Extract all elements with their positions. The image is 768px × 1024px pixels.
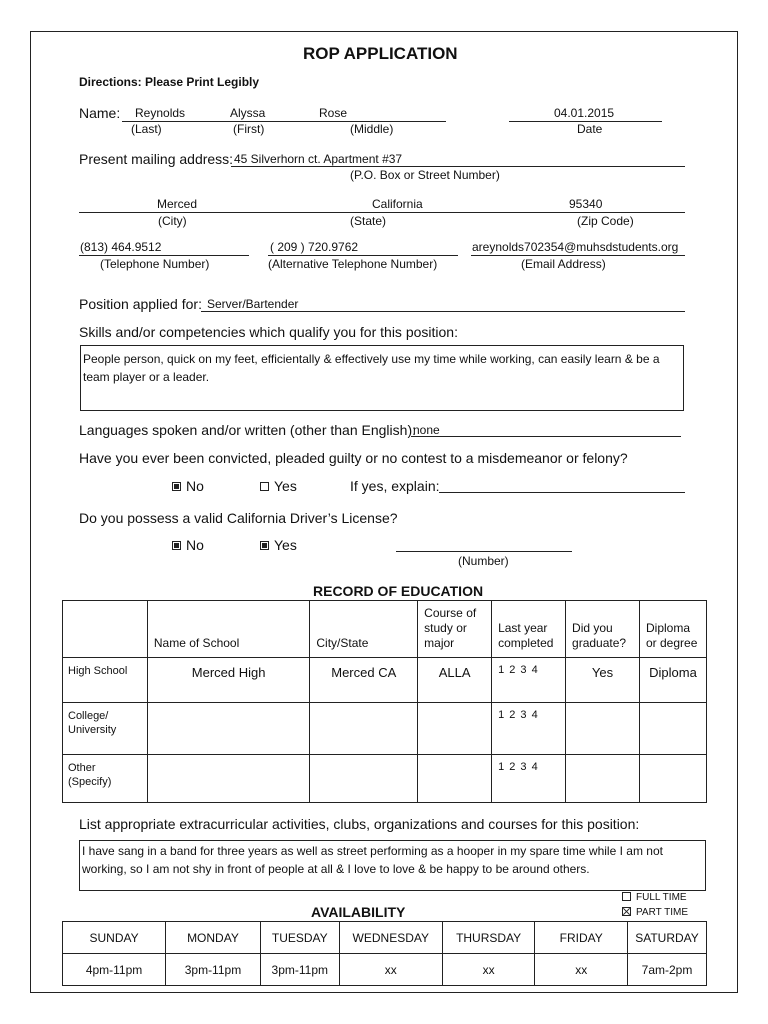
convicted-yes-option[interactable] (260, 478, 297, 494)
state-caption: (State) (350, 214, 387, 228)
phone-field[interactable]: (813) 464.9512 (80, 240, 162, 254)
city-caption: (City) (158, 214, 187, 228)
skills-text: People person, quick on my feet, efficientally & effectively use my time while working, can easily learn & be a team player or a leader. (83, 352, 660, 384)
edu-header-years: Last year completed (492, 601, 566, 658)
checkbox-checked-icon[interactable] (172, 541, 181, 550)
languages-label: Languages spoken and/or written (other than English): (79, 422, 416, 438)
edu-header-blank (63, 601, 148, 658)
activities-label: List appropriate extracurricular activities, clubs, organizations and courses for this position: (79, 816, 640, 832)
license-no-option[interactable] (172, 537, 204, 553)
checkbox-empty-icon[interactable] (622, 892, 631, 901)
alt-phone-field[interactable]: ( 209 ) 720.9762 (270, 240, 359, 254)
mailing-field[interactable]: 45 Silverhorn ct. Apartment #37 (234, 152, 403, 166)
course-cell[interactable] (418, 703, 492, 755)
alt-phone-line (268, 255, 458, 256)
availability-heading: AVAILABILITY (311, 904, 406, 920)
skills-label: Skills and/or competencies which qualify you for this position: (79, 324, 458, 340)
edu-header-course: Course of study or major (418, 601, 492, 658)
day-header: TUESDAY (260, 922, 339, 954)
explain-line[interactable] (439, 492, 685, 493)
skills-box[interactable] (80, 345, 684, 411)
page-title: ROP APPLICATION (303, 44, 458, 63)
full-time-option[interactable] (622, 892, 687, 903)
mailing-line (231, 166, 685, 167)
course-cell[interactable] (418, 755, 492, 803)
table-row (63, 658, 707, 703)
hours-cell[interactable]: xx (442, 954, 535, 986)
edu-header-school: Name of School (147, 601, 310, 658)
alt-phone-caption: (Alternative Telephone Number) (268, 257, 438, 271)
license-question: Do you possess a valid California Driver’s License? (79, 510, 398, 526)
name-line (122, 121, 446, 122)
city-cell[interactable] (310, 703, 418, 755)
position-field[interactable]: Server/Bartender (207, 297, 299, 311)
hours-cell[interactable]: xx (339, 954, 442, 986)
zip-field[interactable]: 95340 (569, 197, 603, 211)
first-name-field[interactable]: Alyssa (230, 106, 266, 120)
row-label: College/ University (63, 703, 148, 755)
table-row (63, 755, 707, 803)
email-field[interactable]: areynolds702354@muhsdstudents.org (472, 240, 679, 254)
explain-label: If yes, explain: (350, 478, 440, 494)
edu-header-degree: Diploma or degree (640, 601, 707, 658)
middle-name-field[interactable]: Rose (319, 106, 348, 120)
availability-table (62, 921, 707, 986)
checkbox-checked-icon[interactable] (172, 482, 181, 491)
convicted-yes-label: Yes (274, 478, 297, 494)
part-time-label: PART TIME (636, 907, 689, 918)
hours-cell[interactable]: xx (535, 954, 628, 986)
table-row (63, 703, 707, 755)
directions: Directions: Please Print Legibly (79, 75, 260, 89)
zip-caption: (Zip Code) (577, 214, 634, 228)
years-cell[interactable]: 1 2 3 4 (492, 658, 566, 703)
convicted-no-option[interactable] (172, 478, 204, 494)
day-header: FRIDAY (535, 922, 628, 954)
activities-text: I have sang in a band for three years as well as street performing as a hooper in my spare time while I am not working, so I am not shy in front of people at all & I love to love & be happy to be around others. (82, 844, 663, 876)
edu-header-graduated: Did you graduate? (566, 601, 640, 658)
position-label: Position applied for: (79, 296, 202, 312)
license-number-line[interactable] (396, 551, 572, 552)
location-line (79, 212, 685, 213)
name-label: Name: (79, 105, 121, 121)
city-cell[interactable] (310, 755, 418, 803)
checkbox-x-icon[interactable] (622, 907, 631, 916)
degree-cell[interactable] (640, 703, 707, 755)
city-field[interactable]: Merced (157, 197, 198, 211)
degree-cell[interactable]: Diploma (640, 658, 707, 703)
education-heading: RECORD OF EDUCATION (313, 583, 484, 599)
hours-cell[interactable]: 3pm-11pm (166, 954, 261, 986)
last-caption: (Last) (131, 122, 162, 136)
day-header: THURSDAY (442, 922, 535, 954)
date-field[interactable]: 04.01.2015 (554, 106, 615, 120)
email-caption: (Email Address) (521, 257, 606, 271)
languages-field[interactable]: none (413, 423, 440, 437)
day-header: SUNDAY (63, 922, 166, 954)
hours-cell[interactable]: 7am-2pm (628, 954, 707, 986)
activities-box[interactable] (79, 840, 706, 891)
row-label: High School (63, 658, 148, 703)
school-cell[interactable] (147, 755, 310, 803)
middle-caption: (Middle) (350, 122, 394, 136)
state-field[interactable]: California (372, 197, 423, 211)
degree-cell[interactable] (640, 755, 707, 803)
hours-cell[interactable]: 4pm-11pm (63, 954, 166, 986)
graduated-cell[interactable]: Yes (566, 658, 640, 703)
first-caption: (First) (233, 122, 265, 136)
edu-header-city: City/State (310, 601, 418, 658)
license-number-caption: (Number) (458, 554, 509, 568)
license-yes-option[interactable] (260, 537, 297, 553)
day-header: SATURDAY (628, 922, 707, 954)
course-cell[interactable]: ALLA (418, 658, 492, 703)
graduated-cell[interactable] (566, 755, 640, 803)
school-cell[interactable]: Merced High (147, 658, 310, 703)
education-table (62, 600, 707, 803)
position-line (201, 311, 685, 312)
date-caption: Date (577, 122, 603, 136)
last-name-field[interactable]: Reynolds (135, 106, 186, 120)
checkbox-checked-icon[interactable] (260, 541, 269, 550)
hours-cell[interactable]: 3pm-11pm (260, 954, 339, 986)
graduated-cell[interactable] (566, 703, 640, 755)
day-header: MONDAY (166, 922, 261, 954)
phone-caption: (Telephone Number) (100, 257, 210, 271)
part-time-option[interactable] (622, 907, 688, 918)
years-cell[interactable]: 1 2 3 4 (492, 703, 566, 755)
convicted-no-label: No (186, 478, 204, 494)
school-cell[interactable] (147, 703, 310, 755)
city-cell[interactable]: Merced CA (310, 658, 418, 703)
mailing-caption: (P.O. Box or Street Number) (350, 168, 500, 182)
email-line (471, 255, 685, 256)
license-yes-label: Yes (274, 537, 297, 553)
checkbox-empty-icon[interactable] (260, 482, 269, 491)
convicted-question: Have you ever been convicted, pleaded guilty or no contest to a misdemeanor or felony? (79, 450, 628, 466)
license-no-label: No (186, 537, 204, 553)
mailing-label: Present mailing address: (79, 151, 234, 167)
years-cell[interactable]: 1 2 3 4 (492, 755, 566, 803)
phone-line (79, 255, 249, 256)
row-label: Other (Specify) (63, 755, 148, 803)
languages-line (411, 436, 681, 437)
full-time-label: FULL TIME (636, 892, 687, 903)
day-header: WEDNESDAY (339, 922, 442, 954)
